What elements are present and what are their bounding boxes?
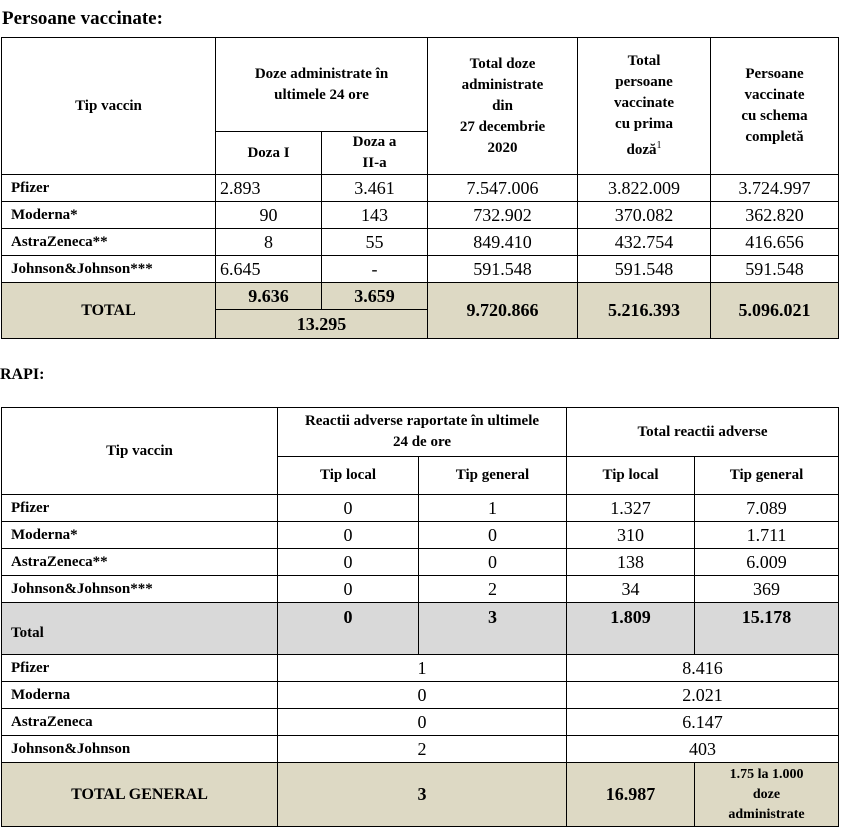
- header-prima-doza: Total persoane vaccinate cu prima doză$^1$: [578, 38, 711, 175]
- table-row: Moderna* 90 143 732.902 370.082 362.820: [2, 202, 839, 229]
- table-row: Moderna* 0 0 310 1.711: [2, 522, 839, 549]
- summary-row: Johnson&Johnson 2 403: [2, 736, 839, 763]
- rate-per-1000: 1.75 la 1.000 doze administrate: [695, 763, 839, 827]
- rapi-header-general-total: Tip general: [695, 457, 839, 495]
- header-total-doze: Total doze administrate din 27 decembrie 2020: [428, 38, 578, 175]
- header-schema-completa: Persoane vaccinate cu schema completă: [711, 38, 839, 175]
- page-title: Persoane vaccinate:: [2, 8, 163, 29]
- table-row: Pfizer 0 1 1.327 7.089: [2, 495, 839, 522]
- table-row: AstraZeneca** 8 55 849.410 432.754 416.656: [2, 229, 839, 256]
- rapi-header-total: Total reactii adverse: [567, 408, 839, 457]
- header-tip-vaccin: Tip vaccin: [2, 38, 216, 175]
- total-general-row: TOTAL GENERAL 3 16.987 1.75 la 1.000 doze administrate: [2, 763, 839, 827]
- rapi-table: [1, 407, 839, 827]
- rapi-header-general-24h: Tip general: [419, 457, 567, 495]
- table-row: Pfizer 2.893 3.461 7.547.006 3.822.009 3.724.997: [2, 175, 839, 202]
- vaccinated-table: [1, 37, 839, 339]
- rapi-header-24h: Reactii adverse raportate în ultimele 24 de ore: [278, 408, 567, 457]
- header-doza-2: Doza a II-a: [322, 132, 428, 175]
- rapi-header-local-total: Tip local: [567, 457, 695, 495]
- rapi-total-row: Total 0 3 1.809 15.178: [2, 603, 839, 655]
- summary-row: Moderna 0 2.021: [2, 682, 839, 709]
- total-row: TOTAL 9.636 3.659 9.720.866 5.216.393 5.096.021: [2, 283, 839, 310]
- table-row: Johnson&Johnson*** 6.645 - 591.548 591.548 591.548: [2, 256, 839, 283]
- header-doze-24h: Doze administrate în ultimele 24 ore: [216, 38, 428, 132]
- table-row: Johnson&Johnson*** 0 2 34 369: [2, 576, 839, 603]
- summary-row: Pfizer 1 8.416: [2, 655, 839, 682]
- total-24h-sum: 13.295: [216, 310, 428, 339]
- summary-row: AstraZeneca 0 6.147: [2, 709, 839, 736]
- rapi-header-local-24h: Tip local: [278, 457, 419, 495]
- section-rapi-label: RAPI:: [0, 366, 45, 383]
- rapi-header-tip-vaccin: Tip vaccin: [2, 408, 278, 495]
- table-row: AstraZeneca** 0 0 138 6.009: [2, 549, 839, 576]
- header-doza-1: Doza I: [216, 132, 322, 175]
